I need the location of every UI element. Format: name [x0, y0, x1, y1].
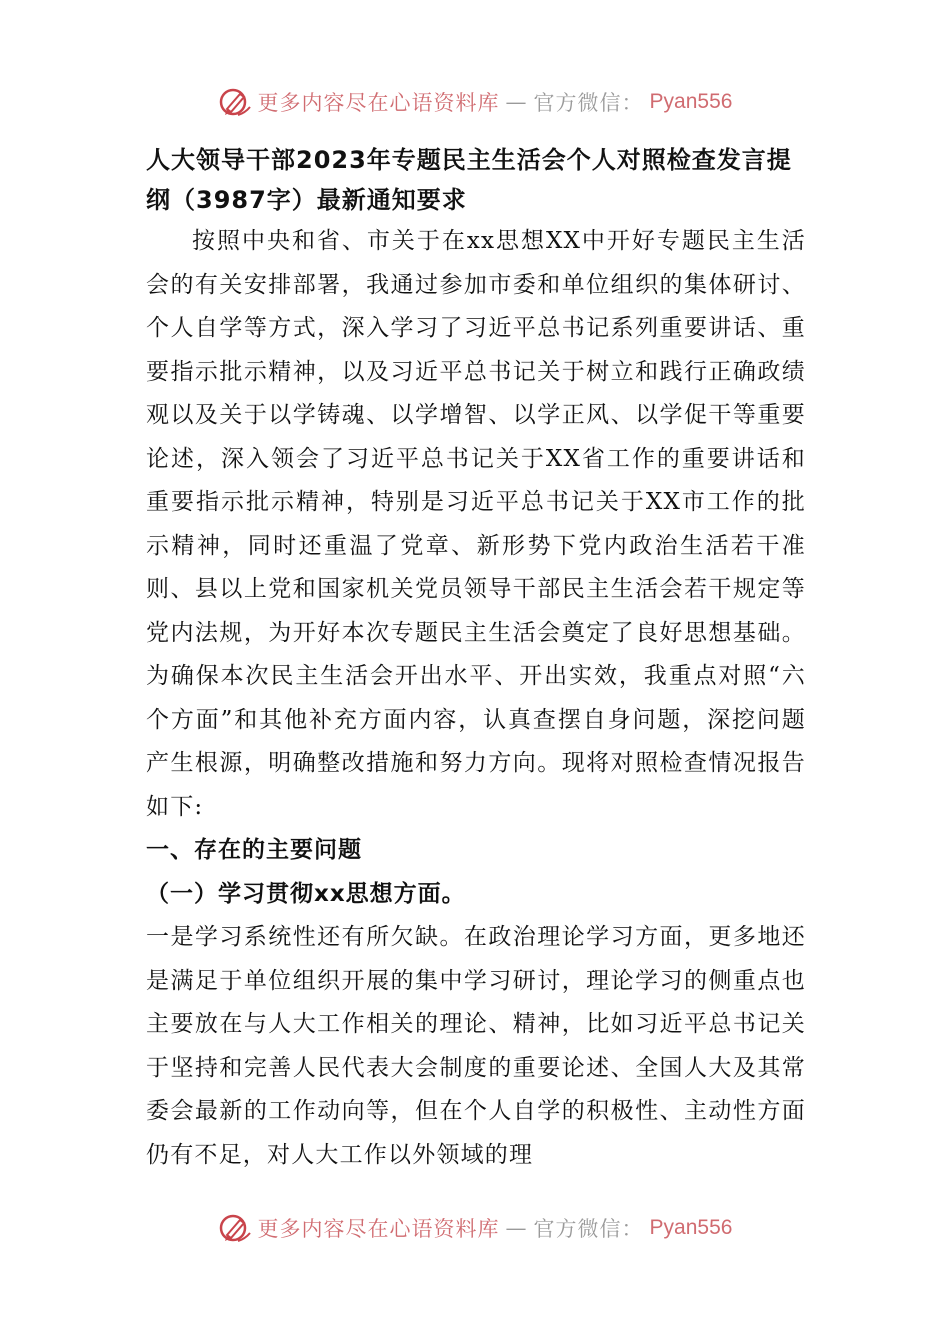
banner-dash: —: [505, 90, 528, 114]
document-body: [146, 140, 806, 1177]
document-title: 人大领导干部2023年专题民主生活会个人对照检查发言提纲（3987字）最新通知要求: [146, 146, 792, 214]
banner-official-text: 官方微信：: [533, 1217, 644, 1241]
pen-logo-icon: [218, 1211, 252, 1245]
section-heading: 一、存在的主要问题: [146, 837, 362, 863]
subsection-heading: （一）学习贯彻xx思想方面。: [146, 880, 466, 907]
pen-logo-icon: [218, 85, 252, 119]
intro-paragraph: 按照中央和省、市关于在xx思想XX中开好专题民主生活会的有关安排部署，我通过参加市委和单位组织的集体研讨、个人自学等方式，深入学习了习近平总书记系列重要讲话、重要指示批示精神，以及习近平总书记关于树立和践行正确政绩观以及关于以学铸魂、以学增智、以学正风、以学促干等重要论述，深入领会了习近平总书记关于XX省工作的重要讲话和重要指示批示精神，特别是习近平总书记关于XX市工作的批示精神，同时还重温了党章、新形势下党内政治生活若干准则、县以上党和国家机关党员领导干部民主生活会若干规定等党内法规，为开好本次专题民主生活会奠定了良好思想基础。为确保本次民主生活会开出水平、开出实效，我重点对照“六个方面”和其他补充方面内容，认真查摆自身问题，深挖问题产生根源，明确整改措施和努力方向。现将对照检查情况报告如下:: [146, 228, 806, 820]
banner-dash: —: [505, 1216, 528, 1240]
banner-main-text: 更多内容尽在心语资料库: [257, 1217, 500, 1241]
banner-official-text: 官方微信：: [533, 91, 644, 115]
header-watermark-banner: [0, 82, 950, 122]
banner-wechat-id: Pyan556: [649, 1216, 733, 1239]
banner-main-text: 更多内容尽在心语资料库: [257, 91, 500, 115]
body-paragraph: 一是学习系统性还有所欠缺。在政治理论学习方面，更多地还是满足于单位组织开展的集中学习研讨，理论学习的侧重点也主要放在与人大工作相关的理论、精神，比如习近平总书记关于坚持和完善人民代表大会制度的重要论述、全国人大及其常委会最新的工作动向等，但在个人自学的积极性、主动性方面仍有不足，对人大工作以外领域的理: [146, 924, 806, 1168]
banner-wechat-id: Pyan556: [649, 90, 733, 113]
footer-watermark-banner: [0, 1208, 950, 1248]
